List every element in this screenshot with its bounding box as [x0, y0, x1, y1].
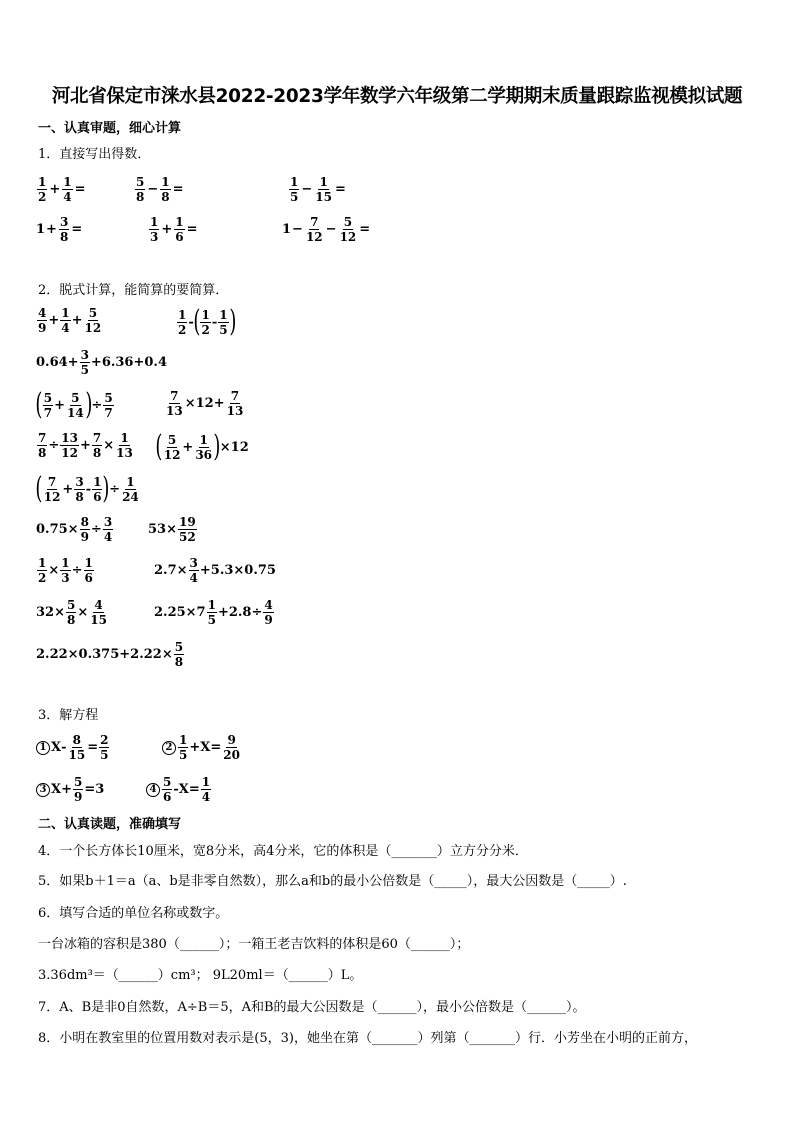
fraction — [194, 434, 213, 461]
denominator: 4 — [201, 790, 211, 804]
fraction — [218, 309, 228, 336]
fraction — [73, 776, 83, 803]
denominator: 12 — [163, 447, 181, 462]
expr-2-4 — [35, 387, 115, 422]
fraction — [149, 216, 159, 243]
math-term: =3 — [84, 782, 105, 797]
numerator: 1 — [178, 307, 187, 322]
fraction — [174, 216, 184, 243]
fraction — [207, 599, 217, 626]
denominator: 8 — [136, 190, 145, 204]
numerator: 3 — [75, 474, 84, 489]
circled-number: 4 — [146, 783, 160, 797]
fraction — [43, 476, 62, 503]
numerator: 1 — [38, 556, 47, 570]
numerator: 3 — [103, 515, 113, 529]
denominator: 5 — [219, 322, 228, 337]
fraction — [60, 557, 70, 584]
numerator: 7 — [38, 431, 47, 445]
math-term: + — [71, 313, 83, 328]
numerator: 5 — [343, 215, 353, 229]
question-5: 5．如果b＋1＝a（a、b是非零自然数），那么a和b的最小公倍数是（_____），最大公因数是（_____）. — [38, 874, 627, 889]
math-term: × — [48, 563, 60, 578]
denominator: 4 — [61, 321, 70, 335]
fraction — [226, 390, 245, 417]
parenthesis: ( — [35, 471, 43, 506]
math-term: ÷ — [71, 563, 83, 578]
fraction — [189, 557, 199, 584]
fraction — [68, 734, 87, 761]
denominator: 3 — [61, 571, 70, 585]
numerator: 9 — [227, 733, 236, 747]
denominator: 15 — [90, 613, 107, 627]
numerator: 3 — [59, 215, 69, 229]
denominator: 36 — [195, 447, 213, 462]
math-term: ×12 — [219, 439, 249, 455]
fraction — [80, 516, 90, 543]
numerator: 4 — [38, 306, 47, 320]
question-1: 1．直接写出得数． — [38, 147, 151, 162]
numerator: 1 — [93, 474, 102, 489]
numerator: 1 — [179, 733, 188, 747]
fraction — [289, 176, 299, 203]
fraction — [43, 392, 53, 419]
fraction — [222, 734, 241, 761]
math-term: X — [51, 740, 62, 755]
math-term: ÷ — [90, 522, 102, 537]
math-term: − — [325, 222, 337, 237]
numerator: 1 — [161, 175, 170, 189]
fraction — [37, 557, 47, 584]
math-term: × — [103, 438, 115, 453]
expr-2-5 — [164, 390, 245, 417]
expr-2-6 — [36, 432, 135, 459]
fraction — [84, 557, 94, 584]
math-term: = — [188, 782, 200, 797]
denominator: 9 — [74, 790, 83, 804]
math-term: 1 — [36, 222, 46, 237]
numerator: 5 — [66, 598, 76, 612]
fraction — [74, 476, 84, 503]
math-term: = — [359, 222, 371, 237]
circled-number: 3 — [36, 783, 50, 797]
question-8: 8．小明在教室里的位置用数对表示是(5，3)，她坐在第（_______）列第（_______）行．小芳坐在小明的正前方， — [38, 1031, 697, 1046]
fraction — [92, 432, 102, 459]
fraction — [37, 176, 47, 203]
fraction — [99, 734, 109, 761]
denominator: 4 — [103, 530, 113, 544]
numerator: 1 — [201, 775, 211, 789]
denominator: 13 — [166, 404, 183, 418]
fraction — [162, 776, 172, 803]
fraction — [89, 599, 108, 626]
math-term: + — [79, 438, 91, 453]
denominator: 8 — [92, 446, 102, 460]
expr-1-3 — [288, 176, 347, 203]
numerator: 7 — [92, 431, 102, 445]
denominator: 8 — [59, 230, 69, 244]
math-term: + — [46, 222, 57, 237]
denominator: 5 — [207, 613, 216, 627]
numerator: 1 — [61, 556, 70, 570]
numerator: 1 — [319, 175, 328, 189]
denominator: 5 — [179, 748, 188, 762]
denominator: 5 — [80, 363, 89, 377]
math-term: + — [49, 182, 61, 197]
numerator: 5 — [163, 775, 172, 789]
parenthesis: ) — [102, 471, 110, 506]
fraction — [177, 309, 187, 336]
fraction — [60, 307, 70, 334]
denominator: 2 — [201, 322, 210, 337]
numerator: 1 — [61, 306, 70, 320]
fraction — [121, 476, 140, 503]
expr-2-2 — [176, 304, 236, 339]
denominator: 4 — [63, 190, 72, 204]
numerator: 5 — [167, 432, 177, 447]
math-term: 2.7× — [154, 563, 188, 578]
fraction — [165, 390, 184, 417]
denominator: 8 — [161, 190, 170, 204]
page-title: 河北省保定市涞水县2022-2023学年数学六年级第二学期期末质量跟踪监视模拟试题 — [51, 86, 743, 107]
denominator: 7 — [104, 405, 113, 420]
math-term: 0.64+ — [36, 355, 79, 370]
numerator: 1 — [84, 556, 93, 570]
math-term: + — [48, 313, 60, 328]
math-term: X — [51, 782, 62, 797]
math-term: = — [334, 182, 346, 197]
denominator: 6 — [163, 790, 172, 804]
numerator: 4 — [94, 598, 103, 612]
math-term: − — [292, 222, 303, 237]
question-6-line-1: 一台冰箱的容积是380（______）；一箱王老吉饮料的体积是60（______）； — [38, 937, 470, 952]
fraction — [80, 349, 90, 376]
fraction — [178, 734, 188, 761]
expr-2-13 — [36, 599, 109, 626]
equation-2 — [162, 734, 242, 761]
numerator: 7 — [170, 389, 179, 403]
denominator: 9 — [80, 530, 89, 544]
question-2: 2．脱式计算，能简算的要简算． — [38, 283, 229, 298]
numerator: 5 — [74, 775, 83, 789]
numerator: 1 — [199, 432, 208, 447]
fraction — [66, 599, 76, 626]
expr-1-5 — [148, 216, 199, 243]
math-term: 32× — [36, 605, 65, 620]
fraction — [62, 176, 72, 203]
denominator: 6 — [175, 230, 184, 244]
math-term: 0.75× — [36, 522, 79, 537]
math-term: + — [161, 222, 173, 237]
parenthesis: ) — [85, 387, 93, 422]
numerator: 7 — [310, 215, 319, 229]
math-term: - — [211, 314, 218, 330]
fraction — [263, 599, 273, 626]
expr-1-4 — [36, 216, 83, 243]
math-term: − — [301, 182, 313, 197]
expr-2-8 — [35, 471, 141, 506]
fraction — [92, 476, 102, 503]
numerator: 1 — [207, 598, 216, 612]
expr-2-11 — [36, 557, 95, 584]
denominator: 8 — [75, 489, 84, 504]
numerator: 4 — [264, 598, 273, 612]
fraction — [66, 392, 85, 419]
denominator: 8 — [66, 613, 76, 627]
math-term: + — [213, 396, 225, 411]
denominator: 12 — [305, 230, 323, 244]
parenthesis: ( — [35, 387, 43, 422]
fraction — [103, 392, 113, 419]
numerator: 13 — [61, 431, 78, 445]
fraction — [59, 216, 69, 243]
numerator: 1 — [219, 307, 228, 322]
parenthesis: ) — [228, 304, 236, 339]
denominator: 24 — [122, 489, 139, 504]
circled-number: 2 — [162, 741, 176, 755]
numerator: 8 — [80, 515, 89, 529]
numerator: 1 — [38, 175, 47, 189]
question-3: 3．解方程 — [38, 708, 99, 723]
fraction — [37, 432, 47, 459]
denominator: 13 — [226, 404, 244, 418]
math-term: ÷ — [48, 438, 60, 453]
section-heading-1: 一、认真审题，细心计算 — [38, 121, 182, 136]
denominator: 2 — [38, 571, 47, 585]
section-heading-2: 二、认真读题，准确填写 — [38, 817, 182, 832]
math-term: = — [71, 222, 83, 237]
math-term: - — [85, 481, 92, 497]
math-term: = — [74, 182, 86, 197]
denominator: 12 — [84, 321, 102, 335]
question-4: 4．一个长方体长10厘米，宽8分米，高4分米，它的体积是（_______）立方分分米． — [38, 844, 528, 859]
denominator: 15 — [315, 190, 332, 204]
denominator: 12 — [339, 230, 357, 244]
math-term: = — [87, 740, 99, 755]
math-term: ÷ — [91, 397, 103, 413]
fraction — [314, 176, 333, 203]
equation-3 — [36, 776, 104, 803]
expr-2-1 — [36, 307, 103, 334]
parenthesis: ( — [155, 429, 163, 464]
fraction — [305, 216, 324, 243]
equation-4 — [146, 776, 212, 803]
denominator: 6 — [84, 571, 93, 585]
denominator: 2 — [178, 322, 187, 337]
expr-2-3 — [36, 349, 167, 376]
denominator: 14 — [66, 405, 84, 420]
numerator: 8 — [72, 733, 82, 747]
expr-1-2 — [134, 176, 185, 203]
math-term: ÷ — [109, 481, 121, 497]
fraction — [135, 176, 145, 203]
parenthesis: ( — [193, 304, 201, 339]
numerator: 5 — [104, 390, 113, 405]
question-6: 6．填写合适的单位名称或数字。 — [38, 906, 229, 921]
denominator: 5 — [290, 190, 299, 204]
math-term: +5.3×0.75 — [199, 563, 276, 578]
numerator: 5 — [136, 175, 145, 189]
math-term: = — [172, 182, 184, 197]
fraction — [103, 516, 113, 543]
fraction — [163, 434, 182, 461]
numerator: 1 — [290, 175, 299, 189]
numerator: 5 — [88, 306, 98, 320]
circled-number: 1 — [36, 741, 50, 755]
parenthesis: ) — [213, 429, 221, 464]
numerator: 1 — [150, 215, 159, 229]
math-term: + — [61, 782, 72, 797]
math-term: − — [147, 182, 159, 197]
fraction — [174, 641, 184, 668]
numerator: 1 — [63, 175, 72, 189]
fraction — [201, 776, 211, 803]
denominator: 13 — [116, 446, 133, 460]
math-term: - — [61, 740, 67, 755]
math-term: = — [210, 740, 222, 755]
math-term: - — [188, 314, 194, 330]
math-term: + — [54, 397, 65, 413]
math-term: X — [178, 782, 189, 797]
denominator: 4 — [189, 571, 198, 585]
denominator: 5 — [100, 748, 109, 762]
numerator: 1 — [175, 215, 184, 229]
expr-2-15 — [36, 641, 185, 668]
expr-2-9 — [36, 516, 114, 543]
fraction — [178, 516, 197, 543]
fraction — [115, 432, 134, 459]
denominator: 12 — [43, 489, 61, 504]
expr-1-1 — [36, 176, 87, 203]
denominator: 15 — [68, 748, 86, 762]
math-term: X — [200, 740, 211, 755]
numerator: 7 — [230, 389, 240, 403]
math-term: 2.25×7 — [154, 605, 206, 620]
math-term: +2.8÷ — [217, 605, 263, 620]
denominator: 9 — [38, 321, 47, 335]
denominator: 6 — [93, 489, 102, 504]
math-term: +6.36+0.4 — [90, 355, 167, 370]
numerator: 19 — [178, 515, 196, 529]
denominator: 2 — [38, 190, 47, 204]
denominator: 52 — [178, 530, 196, 544]
numerator: 3 — [189, 556, 198, 570]
numerator: 1 — [201, 307, 210, 322]
math-term: + — [182, 439, 194, 455]
math-term: + — [62, 481, 74, 497]
numerator: 1 — [120, 431, 129, 445]
math-term: ×12 — [184, 396, 214, 411]
question-6-line-2: 3.36dm³＝（______）cm³； 9L20ml＝（______）L。 — [38, 968, 363, 983]
equation-1 — [36, 734, 110, 761]
expr-2-10 — [148, 516, 198, 543]
math-term: - — [173, 782, 179, 797]
denominator: 3 — [150, 230, 159, 244]
math-term: = — [186, 222, 198, 237]
numerator: 5 — [43, 390, 53, 405]
math-term: 53× — [148, 522, 177, 537]
denominator: 7 — [43, 405, 53, 420]
numerator: 5 — [71, 390, 80, 405]
math-term: 2.22×0.375+2.22× — [36, 647, 173, 662]
denominator: 8 — [174, 655, 184, 669]
expr-2-14 — [154, 599, 275, 626]
expr-2-12 — [154, 557, 276, 584]
denominator: 12 — [61, 446, 78, 460]
numerator: 7 — [47, 474, 57, 489]
denominator: 9 — [264, 613, 273, 627]
numerator: 3 — [80, 348, 89, 362]
denominator: 20 — [223, 748, 240, 762]
fraction — [37, 307, 47, 334]
fraction — [160, 176, 170, 203]
math-term: + — [189, 740, 201, 755]
expr-1-6 — [282, 216, 371, 243]
question-7: 7．A、B是非0自然数，A÷B＝5，A和B的最大公因数是（______），最小公倍数是（______）。 — [38, 1000, 586, 1015]
numerator: 1 — [126, 474, 135, 489]
numerator: 2 — [100, 733, 109, 747]
expr-2-7 — [155, 429, 249, 464]
math-term: 1 — [282, 222, 292, 237]
denominator: 8 — [38, 446, 47, 460]
fraction — [339, 216, 358, 243]
math-term: × — [77, 605, 89, 620]
fraction — [60, 432, 79, 459]
fraction — [200, 309, 210, 336]
fraction — [84, 307, 103, 334]
numerator: 5 — [174, 640, 184, 654]
